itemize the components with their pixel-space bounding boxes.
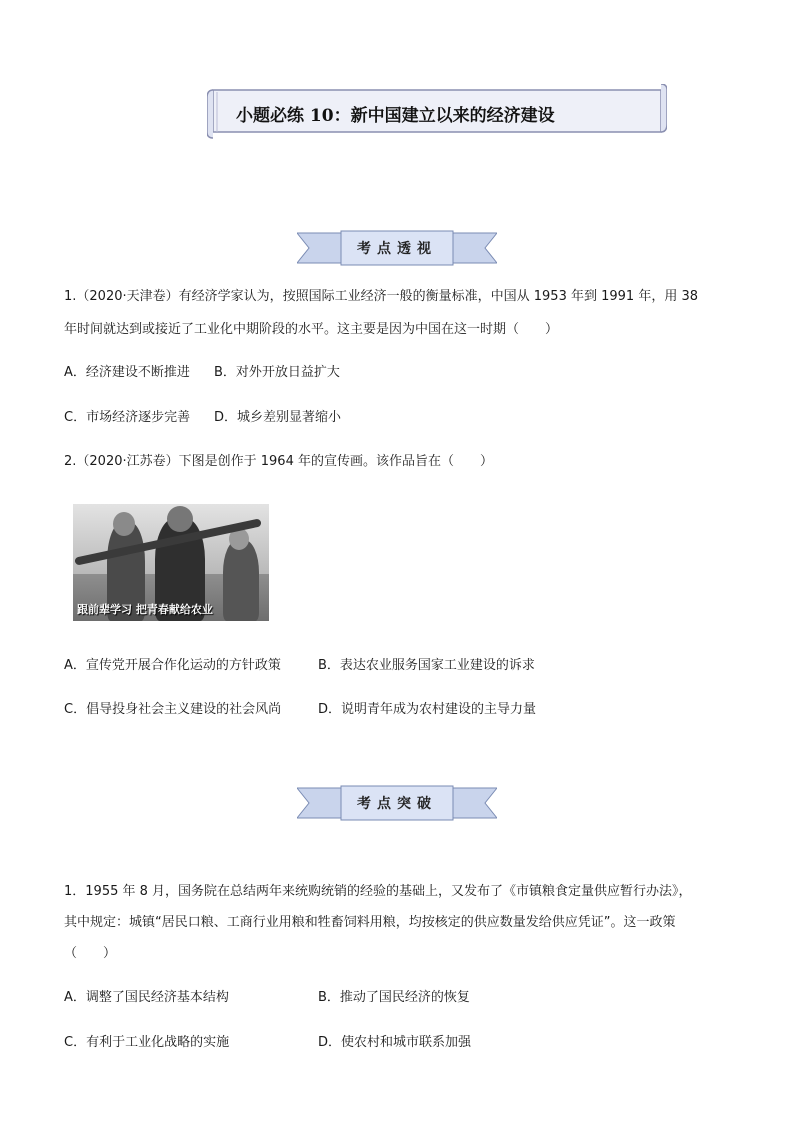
section-header-ribbon (297, 784, 497, 824)
option-d: D．城乡差别显著缩小 (214, 410, 342, 425)
section-header-ribbon (297, 229, 497, 269)
option-c: C．市场经济逐步完善 (64, 410, 191, 425)
poster-figure (113, 512, 135, 536)
option-d: D．使农村和城市联系加强 (318, 1035, 472, 1050)
option-a: A．调整了国民经济基本结构 (64, 990, 229, 1005)
question-stem: 1.（2020·天津卷）有经济学家认为，按照国际工业经济一般的衡量标准，中国从 1953 年到 1991 年，用 38 (64, 289, 698, 304)
page-title: 小题必练 10：新中国建立以来的经济建设 (236, 106, 555, 126)
question-stem: 其中规定：城镇“居民口粮、工商行业用粮和牲畜饲料用粮，均按核定的供应数量发给供应凭证”。这一政策 (64, 915, 676, 930)
section-title: 考点透视 (357, 241, 437, 257)
option-b: B．推动了国民经济的恢复 (318, 990, 470, 1005)
option-a: A．经济建设不断推进 (64, 365, 190, 380)
option-b: B．对外开放日益扩大 (214, 365, 340, 380)
question-stem: 2.（2020·江苏卷）下图是创作于 1964 年的宣传画。该作品旨在（ ） (64, 454, 493, 469)
section-title: 考点突破 (357, 796, 437, 812)
poster-caption: 跟前辈学习 把青春献给农业 (77, 603, 213, 616)
option-c: C．倡导投身社会主义建设的社会风尚 (64, 702, 282, 717)
question-stem: 年时间就达到或接近了工业化中期阶段的水平。这主要是因为中国在这一时期（ ） (64, 322, 559, 337)
option-d: D．说明青年成为农村建设的主导力量 (318, 702, 537, 717)
propaganda-poster-image (73, 504, 269, 621)
option-a: A．宣传党开展合作化运动的方针政策 (64, 658, 281, 673)
option-c: C．有利于工业化战略的实施 (64, 1035, 230, 1050)
question-stem: 1．1955 年 8 月，国务院在总结两年来统购统销的经验的基础上，又发布了《市镇粮食定量供应暂行办法》， (64, 884, 692, 899)
question-stem: （ ） (64, 946, 117, 961)
poster-figure (167, 506, 193, 532)
option-b: B．表达农业服务国家工业建设的诉求 (318, 658, 535, 673)
poster-figure (223, 540, 259, 621)
